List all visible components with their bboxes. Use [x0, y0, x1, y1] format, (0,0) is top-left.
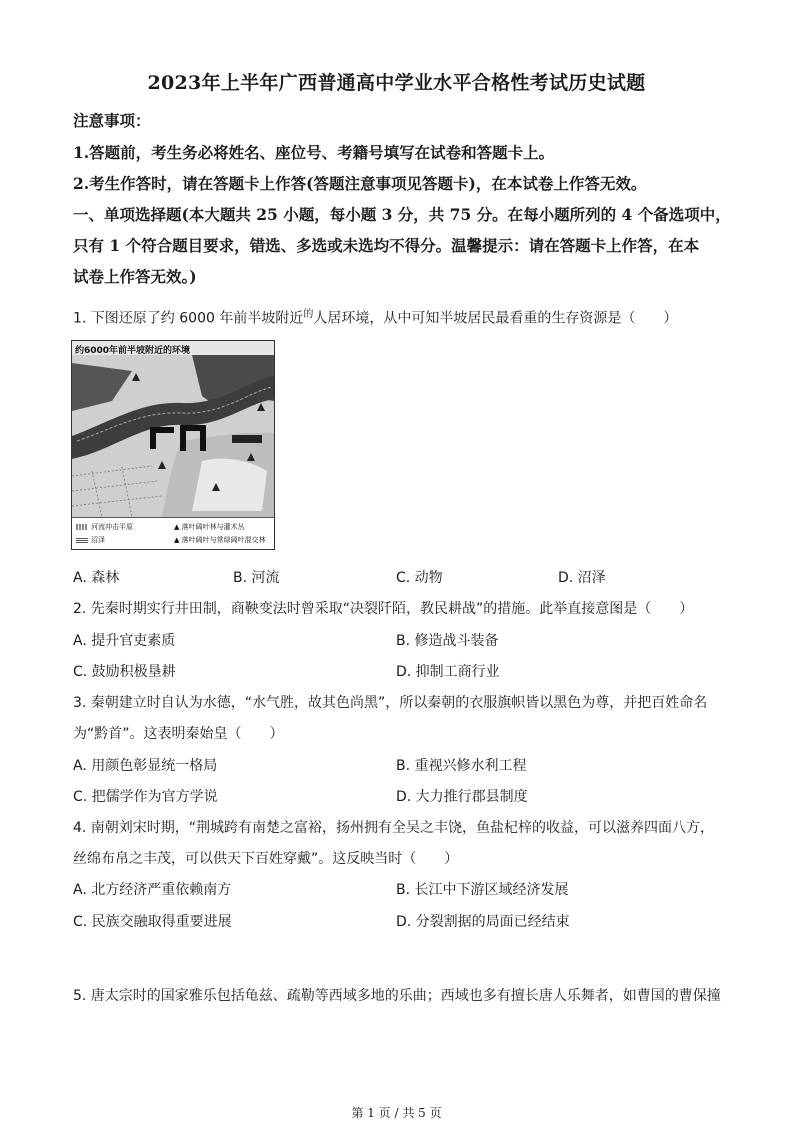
q1-option-b: B. 河流	[233, 570, 280, 586]
banpo-environment-map	[71, 340, 275, 550]
q3-option-a: A. 用颜色彰显统一格局	[73, 758, 218, 774]
legend-swatch-swamp	[76, 537, 88, 543]
section-instruction-line-1: 一、单项选择题(本大题共 25 小题，每小题 3 分，共 75 分。在每小题所列的 4 个备选项中，	[73, 205, 731, 224]
legend-swamp: 沼泽	[91, 536, 105, 544]
notes-line-2: 2.考生作答时，请在答题卡上作答(答题注意事项见答题卡)，在本试卷上作答无效。	[73, 174, 647, 193]
legend-mixed-forest: ▲ 落叶阔叶与常绿阔叶混交林	[174, 536, 266, 544]
map-legend	[72, 517, 274, 550]
q2-option-c: C. 鼓励积极垦耕	[73, 664, 176, 680]
tree-icon: ▲	[174, 536, 182, 544]
q2-option-b: B. 修造战斗装备	[396, 633, 499, 649]
question-3-stem-line-1: 3. 秦朝建立时自认为水德，“水气胜，故其色尚黑”，所以秦朝的衣服旗帜皆以黑色为尊，并把百姓命名	[73, 695, 708, 711]
q4-option-a: A. 北方经济严重依赖南方	[73, 882, 232, 898]
q2-option-d: D. 抑制工商行业	[396, 664, 500, 680]
question-4-stem-line-2: 丝绵布帛之丰茂，可以供天下百姓穿戴”。这反映当时（ ）	[73, 851, 459, 867]
q3-option-d: D. 大力推行郡县制度	[396, 789, 528, 805]
q2-option-a: A. 提升官吏素质	[73, 633, 176, 649]
question-2-stem: 2. 先秦时期实行井田制，商鞅变法时曾采取“决裂阡陌，教民耕战”的措施。此举直接意图是（ ）	[73, 601, 694, 617]
legend-swatch-plain	[76, 524, 88, 530]
question-5-stem-line-1: 5. 唐太宗时的国家雅乐包括龟兹、疏勒等西域多地的乐曲；西域也多有擅长唐人乐舞者，如曹国的曹保撞	[73, 988, 721, 1004]
notes-heading: 注意事项：	[73, 111, 151, 130]
section-instruction-line-3: 试卷上作答无效。)	[73, 267, 197, 286]
legend-plain: 河流冲击平原	[91, 523, 133, 531]
question-1-stem-part-b: 人居环境，从中可知半坡居民最看重的生存资源是（ ）	[313, 310, 678, 327]
q4-option-c: C. 民族交融取得重要进展	[73, 914, 232, 930]
map-title: 约6000年前半坡附近的环境	[75, 346, 191, 356]
exam-title: 2023年上半年广西普通高中学业水平合格性考试历史试题	[147, 72, 646, 94]
q4-option-b: B. 长江中下游区域经济发展	[396, 882, 569, 898]
question-1-stem	[73, 305, 677, 328]
q1-option-c: C. 动物	[396, 570, 443, 586]
map-illustration	[72, 341, 274, 517]
question-4-stem-line-1: 4. 南朝刘宋时期，“荆城跨有南楚之富裕，扬州拥有全吴之丰饶，鱼盐杞梓的收益，可以滋养四面八方，	[73, 820, 715, 836]
q1-option-a: A. 森林	[73, 570, 120, 586]
q4-option-d: D. 分裂割据的局面已经结束	[396, 914, 570, 930]
q3-option-c: C. 把儒学作为官方学说	[73, 789, 218, 805]
question-3-stem-line-2: 为“黔首”。这表明秦始皇（ ）	[73, 726, 284, 742]
question-1-stem-part-a: 1. 下图还原了约 6000 年前半坡附近	[73, 310, 304, 327]
notes-line-1: 1.答题前，考生务必将姓名、座位号、考籍号填写在试卷和答题卡上。	[73, 143, 555, 162]
legend-deciduous: ▲ 落叶阔叶林与灌木丛	[174, 523, 245, 531]
question-1-stem-sup: 的	[303, 309, 314, 320]
section-instruction-line-2: 只有 1 个符合题目要求，错选、多选或未选均不得分。温馨提示：请在答题卡上作答，在本	[73, 236, 700, 255]
q1-option-d: D. 沼泽	[558, 570, 606, 586]
tree-icon: ▲	[174, 523, 182, 531]
page-footer: 第 1 页 / 共 5 页	[351, 1106, 442, 1120]
q3-option-b: B. 重视兴修水利工程	[396, 758, 527, 774]
